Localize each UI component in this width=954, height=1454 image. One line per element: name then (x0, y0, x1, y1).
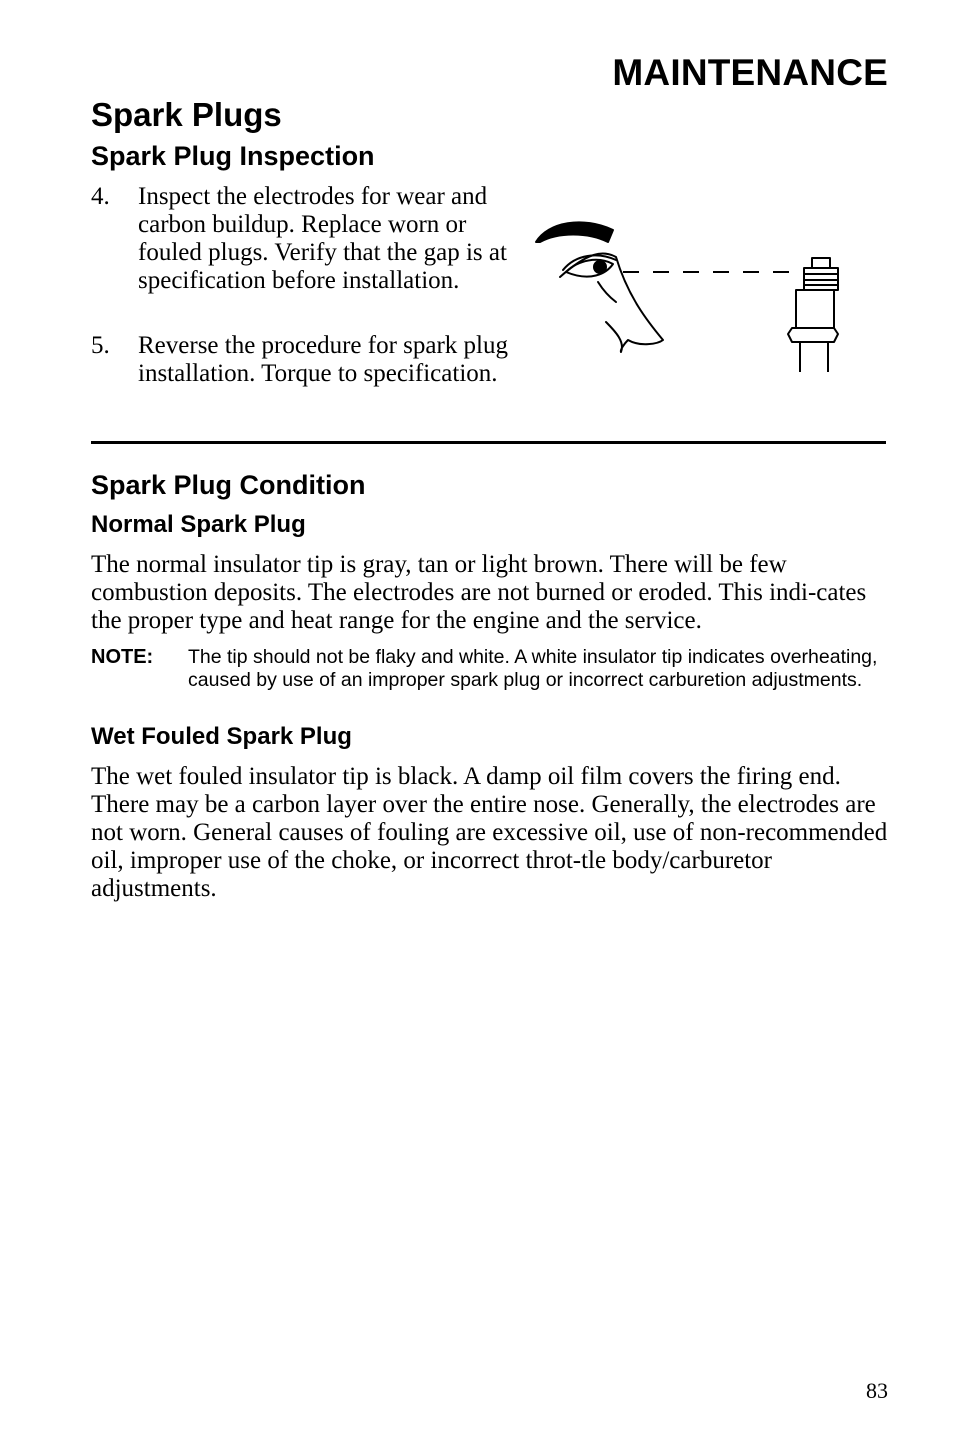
plug-hex (788, 328, 838, 342)
paragraph-wet: The wet fouled insulator tip is black. A damp oil film covers the firing end. There may be a carbon layer over the entire nose. Generally, the electrodes are not worn. General causes of fouling are excessive oil, use of non-recommended oil, improper use of the choke, or incorrect throt-tle body/carburetor adjustments. (91, 763, 888, 902)
step-text: Reverse the procedure for spark plug installation. Torque to specification. (138, 332, 508, 387)
cheek-line (598, 282, 616, 302)
subheading-wet: Wet Fouled Spark Plug (91, 723, 352, 750)
note-block (91, 646, 891, 692)
plug-body (796, 290, 834, 328)
note-label: NOTE: (91, 646, 154, 668)
section-title: MAINTENANCE (612, 52, 888, 93)
step-number: 4. (91, 183, 110, 210)
page-number: 83 (866, 1378, 888, 1403)
eye-pupil (594, 261, 606, 273)
eyebrow (536, 222, 613, 242)
paragraph-normal: The normal insulator tip is gray, tan or light brown. There will be few combustion deposits. The electrodes are not burned or eroded. This indi-cates the proper type and heat range for the engine and the service. (91, 551, 867, 634)
step-number: 5. (91, 332, 110, 359)
subheading-condition: Spark Plug Condition (91, 470, 366, 500)
eye-inspecting-spark-plug-illustration (528, 212, 848, 382)
subheading-inspection: Spark Plug Inspection (91, 141, 375, 171)
page-heading: Spark Plugs (91, 96, 282, 133)
step-item (91, 183, 511, 295)
step-text: Inspect the electrodes for wear and carbon buildup. Replace worn or fouled plugs. Verify that the gap is at specification before installation. (138, 183, 507, 294)
note-text: The tip should not be flaky and white. A white insulator tip indicates overheating, caused by use of an improper spark plug or incorrect carburetion adjustments. (188, 646, 878, 691)
section-divider (91, 441, 886, 444)
step-item (91, 332, 511, 388)
face-profile (560, 254, 663, 352)
subheading-normal: Normal Spark Plug (91, 511, 306, 538)
plug-electrode (812, 258, 830, 268)
